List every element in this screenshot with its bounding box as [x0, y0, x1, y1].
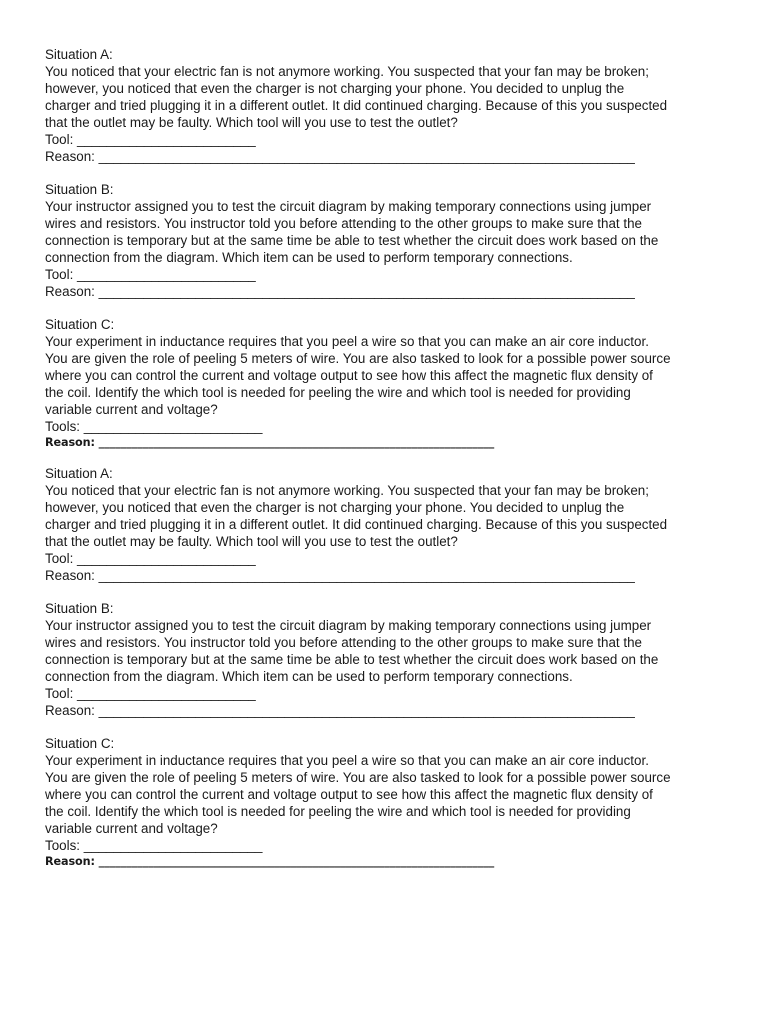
reason-answer-line: Reason: ________________________________________________________________________: [45, 149, 635, 164]
tools-answer-line: Tools: ________________________: [45, 419, 263, 434]
situation-text-line: where you can control the current and voltage output to see how this affect the magnetic flux density of: [45, 787, 653, 802]
situation-text-line: Your experiment in inductance requires that you peel a wire so that you can make an air core inductor.: [45, 334, 649, 349]
situation-text-line: variable current and voltage?: [45, 821, 218, 836]
reason-answer-line: Reason: ________________________________________________________________________: [45, 703, 635, 718]
situation-heading: Situation B:: [45, 601, 114, 616]
situation-text-line: that the outlet may be faulty. Which tool will you use to test the outlet?: [45, 534, 458, 549]
situation-text-line: Your instructor assigned you to test the circuit diagram by making temporary connections using jumper: [45, 618, 652, 633]
reason-answer-line: Reason: ________________________________________________________________________: [45, 436, 495, 449]
situation-text-line: wires and resistors. You instructor told you before attending to the other groups to make sure that the: [45, 635, 642, 650]
situation-heading: Situation C:: [45, 736, 115, 751]
situation-text-line: variable current and voltage?: [45, 402, 218, 417]
situation-heading: Situation A:: [45, 466, 113, 481]
tool-answer-line: Tool: ________________________: [45, 551, 256, 566]
situation-block: [45, 46, 735, 165]
situation-text-line: charger and tried plugging it in a different outlet. It did continued charging. Because of this you suspected: [45, 517, 668, 532]
situation-text-line: Your experiment in inductance requires that you peel a wire so that you can make an air core inductor.: [45, 753, 649, 768]
reason-answer-line: Reason: ________________________________________________________________________: [45, 855, 495, 868]
situation-text-line: You noticed that your electric fan is not anymore working. You suspected that your fan may be broken;: [45, 483, 649, 498]
reason-answer-line: Reason: ________________________________________________________________________: [45, 568, 635, 583]
situation-text-line: the coil. Identify the which tool is needed for peeling the wire and which tool is needed for providing: [45, 804, 631, 819]
situation-text-line: You are given the role of peeling 5 meters of wire. You are also tasked to look for a possible power source: [45, 770, 671, 785]
situation-text-line: You noticed that your electric fan is not anymore working. You suspected that your fan may be broken;: [45, 64, 649, 79]
situation-heading: Situation C:: [45, 317, 115, 332]
situation-block: [45, 465, 735, 584]
worksheet: [45, 46, 735, 886]
situation-text-line: however, you noticed that even the charger is not charging your phone. You decided to unplug the: [45, 500, 625, 515]
situation-block: [45, 735, 735, 870]
situation-text-line: Your instructor assigned you to test the circuit diagram by making temporary connections using jumper: [45, 199, 652, 214]
situation-text-line: connection is temporary but at the same time be able to test whether the circuit does work based on the: [45, 233, 659, 248]
situation-text-line: connection is temporary but at the same time be able to test whether the circuit does work based on the: [45, 652, 659, 667]
situation-text-line: charger and tried plugging it in a different outlet. It did continued charging. Because of this you suspected: [45, 98, 668, 113]
tools-answer-line: Tools: ________________________: [45, 838, 263, 853]
situation-block: [45, 316, 735, 451]
situation-text-line: connection from the diagram. Which item can be used to perform temporary connections.: [45, 250, 573, 265]
situation-text-line: the coil. Identify the which tool is needed for peeling the wire and which tool is needed for providing: [45, 385, 631, 400]
situation-text-line: where you can control the current and voltage output to see how this affect the magnetic flux density of: [45, 368, 653, 383]
reason-answer-line: Reason: ________________________________________________________________________: [45, 284, 635, 299]
situation-text-line: connection from the diagram. Which item can be used to perform temporary connections.: [45, 669, 573, 684]
situation-block: [45, 600, 735, 719]
situation-text-line: that the outlet may be faulty. Which tool will you use to test the outlet?: [45, 115, 458, 130]
situation-heading: Situation B:: [45, 182, 114, 197]
situation-block: [45, 181, 735, 300]
tool-answer-line: Tool: ________________________: [45, 686, 256, 701]
situation-text-line: You are given the role of peeling 5 meters of wire. You are also tasked to look for a possible power source: [45, 351, 671, 366]
situation-text-line: wires and resistors. You instructor told you before attending to the other groups to make sure that the: [45, 216, 642, 231]
situation-heading: Situation A:: [45, 47, 113, 62]
situation-text-line: however, you noticed that even the charger is not charging your phone. You decided to unplug the: [45, 81, 625, 96]
tool-answer-line: Tool: ________________________: [45, 267, 256, 282]
tool-answer-line: Tool: ________________________: [45, 132, 256, 147]
